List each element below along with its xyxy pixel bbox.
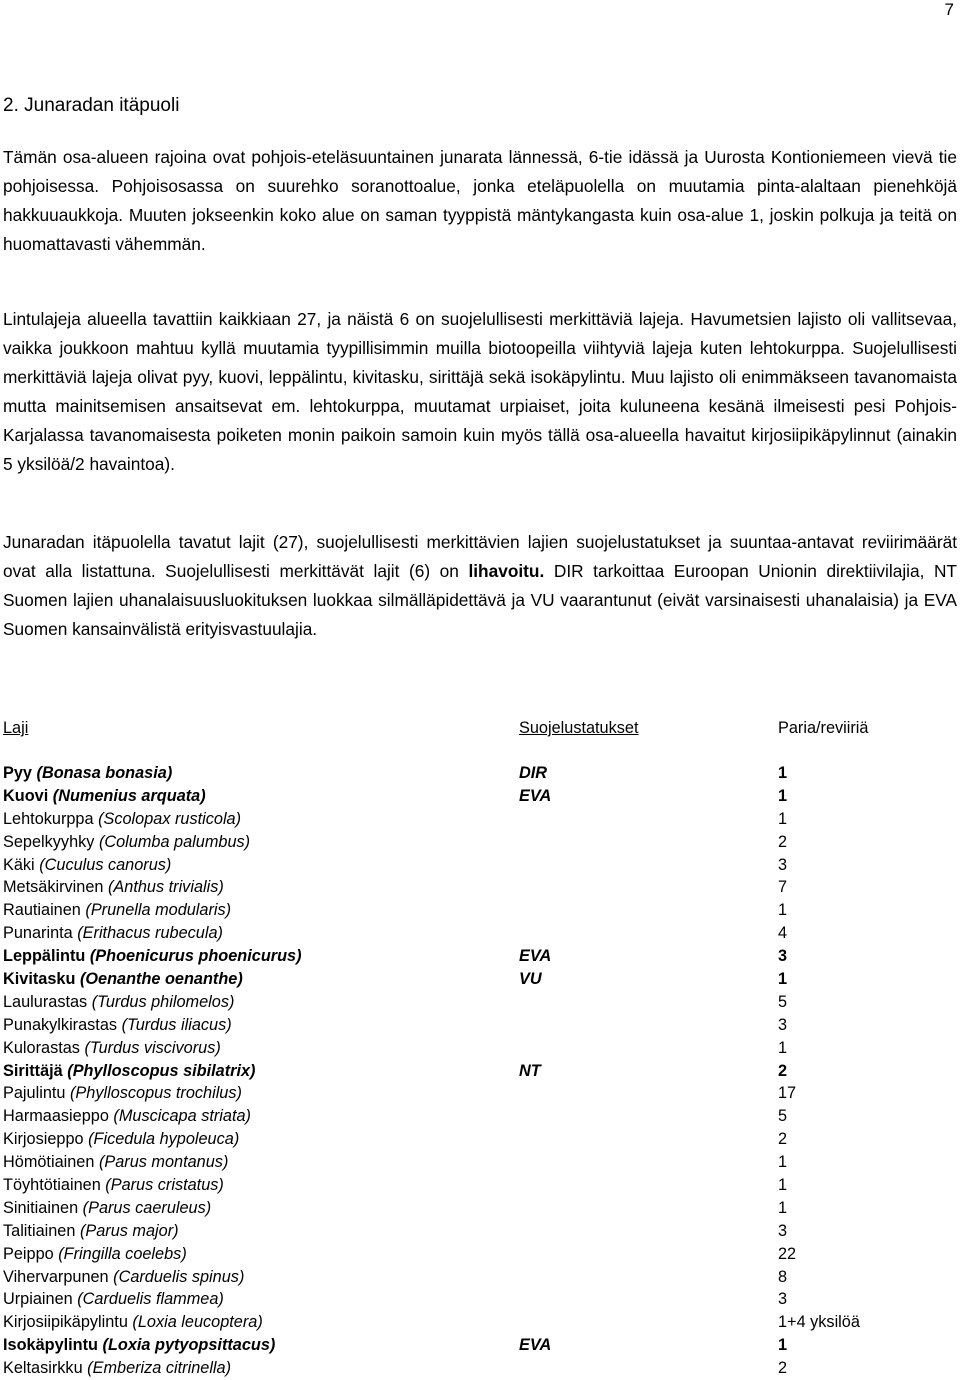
table-row <box>3 854 953 877</box>
table-row <box>3 899 953 922</box>
count-cell: 1 <box>778 1153 788 1172</box>
scientific-name: (Loxia leucoptera) <box>132 1313 263 1332</box>
common-name: Vihervarpunen <box>3 1267 109 1286</box>
count-cell: 1 <box>778 786 788 805</box>
section-heading: 2. Junaradan itäpuoli <box>3 95 180 116</box>
species-name-cell <box>3 1311 519 1334</box>
status-cell <box>519 808 778 831</box>
table-row <box>3 831 953 854</box>
species-name-cell <box>3 876 519 899</box>
species-name-cell <box>3 831 519 854</box>
common-name: Sinitiainen <box>3 1198 79 1217</box>
count-cell: 1 <box>778 809 788 828</box>
scientific-name-text: Phylloscopus sibilatrix <box>72 1061 251 1080</box>
status-cell <box>519 1128 778 1151</box>
scientific-name-text: Cuculus canorus <box>44 855 166 874</box>
common-name: Peippo <box>3 1244 54 1263</box>
table-row <box>3 876 953 899</box>
count-cell: 22 <box>778 1244 797 1263</box>
scientific-name-text: Anthus trivialis <box>113 878 219 897</box>
table-row <box>3 991 953 1014</box>
table-row <box>3 1334 953 1357</box>
scientific-name: (Fringilla coelebs) <box>58 1244 187 1263</box>
species-name-cell <box>3 762 519 785</box>
species-name-cell <box>3 922 519 945</box>
count-cell: 5 <box>778 1107 788 1126</box>
status-cell <box>519 1105 778 1128</box>
table-row <box>3 1037 953 1060</box>
common-name: Kuovi <box>3 786 49 805</box>
count-cell: 2 <box>778 1359 788 1378</box>
scientific-name: (Erithacus rubecula) <box>77 924 223 943</box>
common-name: Sirittäjä <box>3 1061 63 1080</box>
common-name: Käki <box>3 855 35 874</box>
scientific-name: (Turdus philomelos) <box>91 992 235 1011</box>
scientific-name: (Emberiza citrinella) <box>87 1359 232 1378</box>
scientific-name: (Cuculus canorus) <box>39 855 172 874</box>
scientific-name: (Anthus trivialis) <box>107 878 224 897</box>
table-header-row <box>3 716 953 740</box>
table-row <box>3 1243 953 1266</box>
scientific-name: (Parus caeruleus) <box>82 1198 212 1217</box>
table-row <box>3 1060 953 1083</box>
count-cell: 1 <box>778 1038 788 1057</box>
legend-text-end: DIR tarkoittaa Euroopan Unionin direktiivilajia, NT Suomen lajien uhanalaisuusluokituksen luokkaa silmälläpidettävä ja VU vaarantunut (eivät varsinaisesti uhanalaisia) ja EVA Suomen kansainvälistä erityisvastuulajia. <box>3 561 957 639</box>
common-name: Keltasirkku <box>3 1359 83 1378</box>
scientific-name: (Numenius arquata) <box>52 786 206 805</box>
common-name: Laulurastas <box>3 992 88 1011</box>
scientific-name-text: Carduelis spinus <box>118 1267 239 1286</box>
status-cell <box>519 1151 778 1174</box>
count-cell: 1 <box>778 1176 788 1195</box>
scientific-name: (Prunella modularis) <box>85 901 232 920</box>
species-name-cell <box>3 1105 519 1128</box>
table-row <box>3 1128 953 1151</box>
scientific-name: (Turdus viscivorus) <box>84 1038 221 1057</box>
species-name-cell <box>3 1197 519 1220</box>
scientific-name: (Turdus iliacus) <box>121 1015 232 1034</box>
scientific-name-text: Phoenicurus phoenicurus <box>95 947 297 966</box>
scientific-name-text: Bonasa bonasia <box>41 764 167 782</box>
common-name: Leppälintu <box>3 947 86 966</box>
status-cell <box>519 831 778 854</box>
species-name-cell <box>3 1151 519 1174</box>
status-cell <box>519 899 778 922</box>
count-cell: 1+4 yksilöä <box>778 1313 860 1332</box>
species-name-cell <box>3 1288 519 1311</box>
species-name-cell <box>3 1357 519 1380</box>
common-name: Kirjosiipikäpylintu <box>3 1313 128 1332</box>
scientific-name-text: Carduelis flammea <box>82 1290 219 1309</box>
scientific-name-text: Turdus viscivorus <box>89 1038 216 1057</box>
count-cell: 3 <box>778 1290 788 1309</box>
count-cell: 1 <box>778 1336 788 1355</box>
species-name-cell <box>3 899 519 922</box>
common-name: Isokäpylintu <box>3 1336 98 1355</box>
status-cell <box>519 991 778 1014</box>
count-cell: 4 <box>778 924 788 943</box>
common-name: Talitiainen <box>3 1221 76 1240</box>
scientific-name-text: Numenius arquata <box>58 786 201 805</box>
count-cell: 1 <box>778 764 788 782</box>
count-cell: 7 <box>778 878 788 897</box>
scientific-name-text: Erithacus rubecula <box>82 924 218 943</box>
common-name: Töyhtötiainen <box>3 1176 101 1195</box>
common-name: Harmaasieppo <box>3 1107 109 1126</box>
species-name-cell <box>3 1174 519 1197</box>
common-name: Kivitasku <box>3 970 76 989</box>
table-row <box>3 1288 953 1311</box>
table-row <box>3 1082 953 1105</box>
scientific-name: (Parus cristatus) <box>105 1176 224 1195</box>
scientific-name: (Loxia pytyopsittacus) <box>102 1336 276 1355</box>
status-cell: EVA <box>519 947 552 966</box>
species-table <box>3 716 953 1380</box>
species-name-cell <box>3 854 519 877</box>
scientific-name: (Ficedula hypoleuca) <box>88 1130 240 1149</box>
status-cell: NT <box>519 1061 541 1080</box>
status-cell <box>519 1197 778 1220</box>
count-cell: 3 <box>778 1221 788 1240</box>
count-cell: 3 <box>778 855 788 874</box>
table-row <box>3 1151 953 1174</box>
common-name: Lehtokurppa <box>3 809 94 828</box>
scientific-name-text: Phylloscopus trochilus <box>75 1084 237 1103</box>
scientific-name: (Phoenicurus phoenicurus) <box>89 947 302 966</box>
header-status: Suojelustatukset <box>519 719 639 737</box>
count-cell: 3 <box>778 1015 788 1034</box>
count-cell: 2 <box>778 1061 788 1080</box>
common-name: Sepelkyyhky <box>3 832 95 851</box>
table-row <box>3 968 953 991</box>
status-cell: VU <box>519 970 542 989</box>
count-cell: 17 <box>778 1084 797 1103</box>
species-name-cell <box>3 1266 519 1289</box>
legend-text-start: Junaradan itäpuolella tavatut lajit (27), suojelullisesti merkittävien lajien suojelustatukset ja suuntaa-antavat reviirimäärät ovat alla listattuna. Suojelullisesti merkittävät lajit (6) on <box>3 532 957 581</box>
scientific-name-text: Prunella modularis <box>90 901 226 920</box>
species-name-cell <box>3 991 519 1014</box>
scientific-name-text: Muscicapa striata <box>118 1107 246 1126</box>
status-cell <box>519 1288 778 1311</box>
table-row <box>3 945 953 968</box>
table-row <box>3 1174 953 1197</box>
status-cell <box>519 1357 778 1380</box>
scientific-name-text: Oenanthe oenanthe <box>85 970 238 989</box>
scientific-name: (Parus major) <box>79 1221 179 1240</box>
table-row <box>3 808 953 831</box>
status-cell <box>519 876 778 899</box>
status-cell <box>519 1174 778 1197</box>
table-row <box>3 762 953 785</box>
species-name-cell <box>3 1334 519 1357</box>
scientific-name-text: Parus major <box>85 1221 174 1240</box>
species-name-cell <box>3 945 519 968</box>
table-row <box>3 785 953 808</box>
common-name: Metsäkirvinen <box>3 878 104 897</box>
scientific-name-text: Fringilla coelebs <box>63 1244 182 1263</box>
count-cell: 1 <box>778 970 788 989</box>
table-row <box>3 1311 953 1334</box>
status-cell <box>519 922 778 945</box>
common-name: Kirjosieppo <box>3 1130 84 1149</box>
table-row <box>3 1357 953 1380</box>
species-name-cell <box>3 1220 519 1243</box>
count-cell: 3 <box>778 947 788 966</box>
status-cell <box>519 1243 778 1266</box>
scientific-name-text: Loxia leucoptera <box>137 1313 258 1332</box>
scientific-name-text: Ficedula hypoleuca <box>93 1130 234 1149</box>
legend-paragraph <box>3 528 957 644</box>
common-name: Pyy <box>3 764 32 782</box>
common-name: Rautiainen <box>3 901 81 920</box>
table-body <box>3 762 953 1380</box>
count-cell: 5 <box>778 992 788 1011</box>
count-cell: 2 <box>778 1130 788 1149</box>
scientific-name-text: Scolopax rusticola <box>103 809 236 828</box>
status-cell <box>519 1082 778 1105</box>
table-row <box>3 922 953 945</box>
common-name: Punarinta <box>3 924 73 943</box>
scientific-name: (Carduelis spinus) <box>113 1267 245 1286</box>
count-cell: 1 <box>778 1198 788 1217</box>
status-cell <box>519 1311 778 1334</box>
count-cell: 1 <box>778 901 788 920</box>
table-row <box>3 1105 953 1128</box>
scientific-name-text: Parus montanus <box>104 1153 223 1172</box>
scientific-name: (Oenanthe oenanthe) <box>79 970 243 989</box>
species-name-cell <box>3 1037 519 1060</box>
scientific-name-text: Emberiza citrinella <box>92 1359 226 1378</box>
species-name-cell <box>3 1060 519 1083</box>
count-cell: 8 <box>778 1267 788 1286</box>
status-cell: DIR <box>519 764 548 782</box>
species-name-cell <box>3 1243 519 1266</box>
status-cell: EVA <box>519 1336 552 1355</box>
scientific-name-text: Parus caeruleus <box>88 1198 206 1217</box>
scientific-name-text: Turdus philomelos <box>97 992 229 1011</box>
count-cell: 2 <box>778 832 788 851</box>
page-number: 7 <box>944 0 954 19</box>
intro-paragraph: Tämän osa-alueen rajoina ovat pohjois-eteläsuuntainen junarata lännessä, 6-tie idässä ja Uurosta Kontioniemeen vievä tie pohjoisessa. Pohjoisosassa on suurehko soranottoalue, jonka eteläpuolella on muutamia pinta-alaltaan pienehköjä hakkuuaukkoja. Muuten jokseenkin koko alue on saman tyyppistä mäntykangasta kuin osa-alue 1, joskin polkuja ja teitä on huomattavasti vähemmän. <box>3 147 957 254</box>
status-cell <box>519 1220 778 1243</box>
scientific-name: (Bonasa bonasia) <box>36 764 173 782</box>
header-species: Laji <box>3 719 29 737</box>
status-cell <box>519 1014 778 1037</box>
table-row <box>3 1014 953 1037</box>
scientific-name-text: Turdus iliacus <box>126 1015 227 1034</box>
species-name-cell <box>3 808 519 831</box>
species-summary-paragraph: Lintulajeja alueella tavattiin kaikkiaan 27, ja näistä 6 on suojelullisesti merkittäviä lajeja. Havumetsien lajisto oli vallitsevaa, vaikka joukkoon mahtuu kyllä muutamia tyypillisimmin muilla biotoopeilla viihtyviä lajeja kuten lehtokurppa. Suojelullisesti merkittäviä lajeja olivat pyy, kuovi, leppälintu, kivitasku, sirittäjä sekä isokäpylintu. Muu lajisto oli enimmäkseen tavanomaista mutta mainitsemisen ansaitsevat em. lehtokurppa, muutamat urpiaiset, joita kuluneena kesänä ilmeisesti pesi Pohjois-Karjalassa tavanomaisesta poiketen monin paikoin samoin kuin myös tällä osa-alueella havaitut kirjosiipikäpylinnut (ainakin 5 yksilöä/2 havaintoa). <box>3 309 957 474</box>
table-row <box>3 1220 953 1243</box>
common-name: Pajulintu <box>3 1084 66 1103</box>
scientific-name: (Scolopax rusticola) <box>98 809 242 828</box>
scientific-name: (Phylloscopus trochilus) <box>70 1084 242 1103</box>
species-name-cell <box>3 1014 519 1037</box>
status-cell <box>519 854 778 877</box>
species-name-cell <box>3 968 519 991</box>
scientific-name-text: Parus cristatus <box>110 1176 219 1195</box>
scientific-name: (Parus montanus) <box>98 1153 229 1172</box>
common-name: Punakylkirastas <box>3 1015 118 1034</box>
scientific-name-text: Loxia pytyopsittacus <box>107 1336 270 1355</box>
table-row <box>3 1197 953 1220</box>
table-row <box>3 1266 953 1289</box>
status-cell <box>519 1037 778 1060</box>
status-cell: EVA <box>519 786 552 805</box>
scientific-name: (Carduelis flammea) <box>77 1290 224 1309</box>
scientific-name: (Phylloscopus sibilatrix) <box>67 1061 256 1080</box>
status-cell <box>519 1266 778 1289</box>
scientific-name: (Muscicapa striata) <box>113 1107 251 1126</box>
scientific-name-text: Columba palumbus <box>104 832 245 851</box>
header-count: Paria/reviiriä <box>778 719 869 737</box>
legend-text-bold: lihavoitu. <box>468 561 545 581</box>
common-name: Hömötiainen <box>3 1153 95 1172</box>
species-name-cell <box>3 785 519 808</box>
species-name-cell <box>3 1082 519 1105</box>
species-name-cell <box>3 1128 519 1151</box>
scientific-name: (Columba palumbus) <box>98 832 251 851</box>
common-name: Kulorastas <box>3 1038 80 1057</box>
common-name: Urpiainen <box>3 1290 73 1309</box>
